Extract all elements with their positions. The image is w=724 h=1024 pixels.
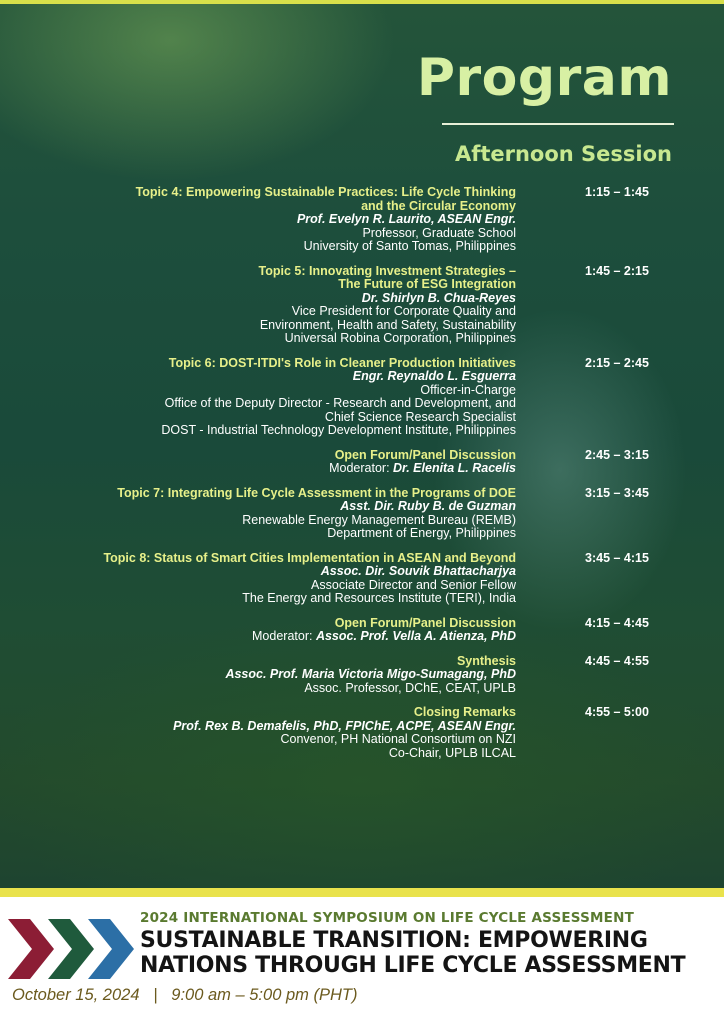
speaker-detail: Chief Science Research Specialist [324, 409, 516, 424]
moderator-name: Dr. Elenita L. Racelis [393, 461, 516, 475]
schedule-item [60, 706, 680, 760]
moderator-label: Moderator: [329, 461, 394, 475]
speaker-detail: The Energy and Resources Institute (TERI), India [242, 591, 516, 605]
topic-title: Topic 8: Status of Smart Cities Implementation in ASEAN and Beyond [103, 550, 516, 565]
moderator-line [60, 630, 516, 644]
symposium-theme: SUSTAINABLE TRANSITION: EMPOWERING NATIONS THROUGH LIFE CYCLE ASSESSMENT [140, 928, 686, 978]
speaker-detail: University of Santo Tomas, Philippines [303, 239, 516, 253]
speaker-name: Assoc. Dir. Souvik Bhattacharjya [320, 564, 516, 578]
schedule-item [60, 487, 680, 541]
time-slot: 3:45 – 4:15 [585, 550, 649, 565]
topic-title: Topic 6: DOST-ITDI's Role in Cleaner Production Initiatives [168, 355, 516, 370]
speaker-detail: Associate Director and Senior Fellow [311, 577, 516, 592]
schedule-item [60, 655, 680, 696]
chevron-right-icon [88, 919, 134, 979]
time-slot: 4:15 – 4:45 [585, 615, 649, 630]
topic-title: Topic 5: Innovating Investment Strategies – The Future of ESG Integration [258, 263, 516, 291]
event-date: October 15, 2024 | 9:00 am – 5:00 pm (PHT) [12, 986, 358, 1004]
moderator-name: Assoc. Prof. Vella A. Atienza, PhD [315, 629, 516, 643]
speaker-detail: Environment, Health and Safety, Sustainability [259, 317, 516, 332]
speaker-name: Prof. Rex B. Demafelis, PhD, FPIChE, ACPE, ASEAN Engr. [173, 718, 516, 733]
speaker-detail: Vice President for Corporate Quality and [291, 304, 516, 318]
speaker-detail: Convenor, PH National Consortium on NZI [280, 732, 516, 746]
schedule-item [60, 449, 680, 476]
time-slot: 1:45 – 2:15 [585, 263, 649, 278]
time-slot: 4:55 – 5:00 [585, 705, 649, 719]
topic-title: Open Forum/Panel Discussion [334, 615, 516, 630]
speaker-name: Prof. Evelyn R. Laurito, ASEAN Engr. [296, 212, 516, 226]
speaker-name: Asst. Dir. Ruby B. de Guzman [340, 499, 516, 513]
speaker-detail: Officer-in-Charge [420, 382, 516, 397]
speaker-detail: Universal Robina Corporation, Philippines [284, 331, 516, 345]
time-slot: 2:45 – 3:15 [585, 447, 649, 462]
speaker-name: Engr. Reynaldo L. Esguerra [352, 369, 516, 383]
moderator-label: Moderator: [252, 629, 316, 643]
speaker-name: Dr. Shirlyn B. Chua-Reyes [361, 290, 516, 305]
speaker-detail: Office of the Deputy Director - Research and Development, and [164, 396, 516, 410]
time-slot: 1:15 – 1:45 [585, 185, 649, 199]
speaker-detail: Professor, Graduate School [362, 225, 516, 240]
page-title: Program [416, 48, 672, 108]
schedule-item [60, 265, 680, 346]
schedule-item [60, 617, 680, 644]
speaker-detail: Department of Energy, Philippines [327, 526, 516, 540]
topic-title: Closing Remarks [413, 705, 516, 719]
time-slot: 2:15 – 2:45 [585, 355, 649, 370]
schedule-item [60, 357, 680, 438]
topic-title: Synthesis [456, 653, 516, 668]
schedule-item [60, 552, 680, 606]
speaker-name: Assoc. Prof. Maria Victoria Migo-Sumagang, PhD [225, 667, 516, 681]
title-divider [442, 123, 674, 125]
symposium-name: 2024 INTERNATIONAL SYMPOSIUM ON LIFE CYCLE ASSESSMENT [140, 910, 635, 926]
speaker-detail: Co-Chair, UPLB ILCAL [388, 745, 516, 760]
top-accent-strip [0, 0, 724, 4]
schedule-list [60, 186, 680, 771]
topic-title: Topic 4: Empowering Sustainable Practices: Life Cycle Thinking and the Circular Economy [135, 185, 516, 213]
time-slot: 4:45 – 4:55 [585, 653, 649, 668]
speaker-detail: Assoc. Professor, DChE, CEAT, UPLB [304, 680, 516, 695]
speaker-detail: Renewable Energy Management Bureau (REMB) [242, 512, 516, 527]
schedule-item [60, 186, 680, 254]
footer-accent-band [0, 888, 724, 897]
session-heading: Afternoon Session [454, 142, 672, 166]
time-slot: 3:15 – 3:45 [585, 485, 649, 500]
speaker-detail: DOST - Industrial Technology Development Institute, Philippines [161, 423, 516, 437]
topic-title: Open Forum/Panel Discussion [334, 447, 516, 462]
topic-title: Topic 7: Integrating Life Cycle Assessment in the Programs of DOE [117, 485, 516, 500]
moderator-line [60, 462, 516, 476]
